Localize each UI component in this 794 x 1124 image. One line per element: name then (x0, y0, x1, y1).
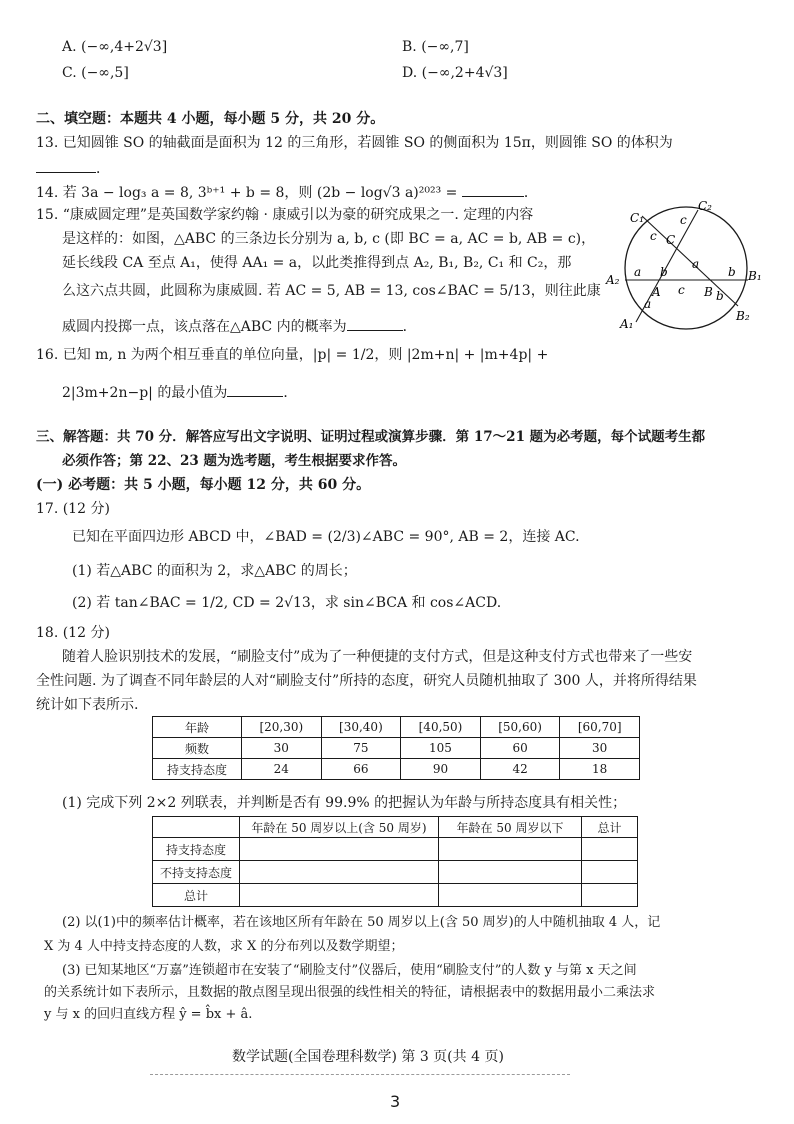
table-cell-input[interactable] (439, 861, 582, 884)
q18-part2-line1: (2) 以(1)中的频率估计概率，若在该地区所有年龄在 50 周岁以上(含 50 周岁)的人中随机抽取 4 人，记 (62, 915, 661, 930)
table-cell (153, 817, 240, 838)
q18-part1: (1) 完成下列 2×2 列联表，并判断是否有 99.9% 的把握认为年龄与所持态度具有相关性； (62, 795, 627, 811)
table-row (153, 817, 638, 838)
q15-line5 (62, 316, 417, 336)
q17-head: 17. (12 分) (36, 501, 110, 517)
side-b-3: b (716, 289, 724, 303)
table-row (153, 717, 640, 738)
table-cell: 75 (321, 738, 401, 759)
table-cell-input[interactable] (439, 884, 582, 907)
table-cell-input[interactable] (240, 838, 439, 861)
side-a-3: a (644, 297, 652, 311)
table-cell: 频数 (153, 738, 242, 759)
table-cell-input[interactable] (240, 861, 439, 884)
section3-heading-line2: 必须作答；第 22、23 题为选考题，考生根据要求作答。 (62, 453, 406, 469)
side-b-2: b (728, 265, 736, 279)
table-cell: 60 (480, 738, 560, 759)
table-cell-input[interactable] (582, 838, 638, 861)
table-cell: 年龄在 50 周岁以下 (439, 817, 582, 838)
q15-line5-text: 威圆内投掷一点，该点落在△ABC 内的概率为 (62, 319, 347, 335)
contingency-table (152, 816, 638, 907)
q18-part3-line2: 的关系统计如下表所示，且数据的散点图呈现出很强的线性相关的特征，请根据表中的数据用最小二乘法求 (44, 985, 656, 1000)
table-cell: 年龄在 50 周岁以上(含 50 周岁) (240, 817, 439, 838)
option-d: D. (−∞,2+4√3] (402, 65, 508, 81)
age-frequency-table (152, 716, 640, 780)
side-a-2: a (634, 265, 642, 279)
label-c1: C₁ (630, 211, 644, 225)
q14-answer-blank[interactable] (462, 182, 524, 197)
q16-line2-text: 2|3m+2n−p| 的最小值为 (62, 385, 228, 401)
q16-end: ． (283, 385, 298, 401)
q13-end: ． (96, 161, 110, 177)
q18-part3-line3: y 与 x 的回归直线方程 ŷ = b̂x + â. (44, 1007, 253, 1022)
side-a-1: a (692, 257, 700, 271)
page-footer: 数学试题(全国卷理科数学) 第 3 页(共 4 页) (232, 1049, 504, 1065)
table-cell: [60,70] (560, 717, 640, 738)
q17-part1: (1) 若△ABC 的面积为 2，求△ABC 的周长； (72, 563, 357, 579)
side-c-3: c (678, 283, 685, 297)
label-c2: C₂ (698, 199, 712, 213)
table-cell-input[interactable] (240, 884, 439, 907)
table-cell: [40,50) (401, 717, 481, 738)
table-cell: 30 (242, 738, 322, 759)
table-cell: 总计 (582, 817, 638, 838)
q18-part3-line1: (3) 已知某地区“万嘉”连锁超市在安装了“刷脸支付”仪器后，使用“刷脸支付”的人数 y 与第 x 天之间 (62, 963, 637, 978)
footer-divider (150, 1074, 570, 1075)
table-cell: 90 (401, 759, 481, 780)
page-number: 3 (390, 1092, 401, 1111)
side-c-2: c (680, 213, 687, 227)
table-row (153, 759, 640, 780)
table-cell-input[interactable] (582, 861, 638, 884)
label-b: B (704, 285, 713, 299)
q17-stem: 已知在平面四边形 ABCD 中，∠BAD = (2/3)∠ABC = 90°, AB = 2，连接 AC. (72, 529, 580, 545)
side-c-1: c (650, 229, 657, 243)
label-a2: A₂ (606, 273, 620, 287)
table-cell: 持支持态度 (153, 759, 242, 780)
table-row (153, 738, 640, 759)
table-cell: 30 (560, 738, 640, 759)
q13-line2 (36, 158, 110, 178)
section2-heading: 二、填空题：本题共 4 小题，每小题 5 分，共 20 分。 (36, 111, 385, 127)
table-cell: [30,40) (321, 717, 401, 738)
q16-answer-blank[interactable] (227, 382, 283, 397)
q13-line1: 13. 已知圆锥 SO 的轴截面是面积为 12 的三角形，若圆锥 SO 的侧面积为 15π，则圆锥 SO 的体积为 (36, 135, 673, 151)
table-row (153, 884, 638, 907)
q15-line1: 15. “康威圆定理”是英国数学家约翰 · 康威引以为豪的研究成果之一. 定理的内容 (36, 207, 534, 223)
q15-line2: 是这样的：如图，△ABC 的三条边长分别为 a, b, c (即 BC = a, AC = b, AB = c)， (62, 231, 596, 247)
label-b1: B₁ (748, 269, 762, 283)
conway-circle-figure (598, 196, 770, 336)
q13-answer-blank[interactable] (36, 158, 96, 173)
table-cell: 18 (560, 759, 640, 780)
table-cell: [20,30) (242, 717, 322, 738)
q14 (36, 182, 538, 202)
side-b-1: b (660, 265, 668, 279)
q14-text: 14. 若 3a − log₃ a = 8, 3ᵇ⁺¹ + b = 8，则 (2b − log√3 a)²⁰²³ = (36, 185, 458, 201)
table-cell: [50,60) (480, 717, 560, 738)
q16-line2 (62, 382, 297, 402)
label-a: A (652, 285, 661, 299)
option-b: B. (−∞,7] (402, 39, 469, 55)
section3-required: (一) 必考题：共 5 小题，每小题 12 分，共 60 分。 (36, 477, 371, 493)
label-c: C (666, 233, 676, 247)
q14-end: ． (523, 185, 538, 201)
q18-head: 18. (12 分) (36, 625, 110, 641)
q17-part2: (2) 若 tan∠BAC = 1/2, CD = 2√13，求 sin∠BCA 和 cos∠ACD. (72, 595, 502, 611)
table-cell: 总计 (153, 884, 240, 907)
section3-heading-line1: 三、解答题：共 70 分．解答应写出文字说明、证明过程或演算步骤．第 17～21 题为必考题，每个试题考生都 (36, 429, 706, 445)
q15-line4: 么这六点共圆，此圆称为康威圆. 若 AC = 5, AB = 13, cos∠BAC = 5/13，则往此康 (62, 283, 601, 299)
table-cell: 105 (401, 738, 481, 759)
option-a: A. (−∞,4+2√3] (62, 39, 168, 55)
table-cell: 不持支持态度 (153, 861, 240, 884)
q15-end: ． (402, 319, 417, 335)
table-cell: 42 (480, 759, 560, 780)
q18-part2-line2: X 为 4 人中持支持态度的人数，求 X 的分布列以及数学期望； (44, 939, 404, 954)
q15-answer-blank[interactable] (347, 316, 403, 331)
table-row (153, 861, 638, 884)
table-cell: 年龄 (153, 717, 242, 738)
table-cell: 66 (321, 759, 401, 780)
q18-stem2: 全性问题. 为了调查不同年龄层的人对“刷脸支付”所持的态度，研究人员随机抽取了 300 人，并将所得结果 (36, 673, 697, 689)
q15-line3: 延长线段 CA 至点 A₁，使得 AA₁ = a，以此类推得到点 A₂, B₁, B₂, C₁ 和 C₂，那 (62, 255, 572, 271)
table-row (153, 838, 638, 861)
table-cell: 持支持态度 (153, 838, 240, 861)
option-c: C. (−∞,5] (62, 65, 129, 81)
q18-stem1: 随着人脸识别技术的发展，“刷脸支付”成为了一种便捷的支付方式，但是这种支付方式也带来了一些安 (62, 649, 693, 665)
q18-stem3: 统计如下表所示. (36, 697, 139, 713)
q16-line1: 16. 已知 m, n 为两个相互垂直的单位向量，|p| = 1/2，则 |2m+n| + |m+4p| + (36, 347, 549, 363)
table-cell-input[interactable] (439, 838, 582, 861)
label-b2: B₂ (736, 309, 750, 323)
table-cell: 24 (242, 759, 322, 780)
label-a1: A₁ (620, 317, 634, 331)
table-cell-input[interactable] (582, 884, 638, 907)
